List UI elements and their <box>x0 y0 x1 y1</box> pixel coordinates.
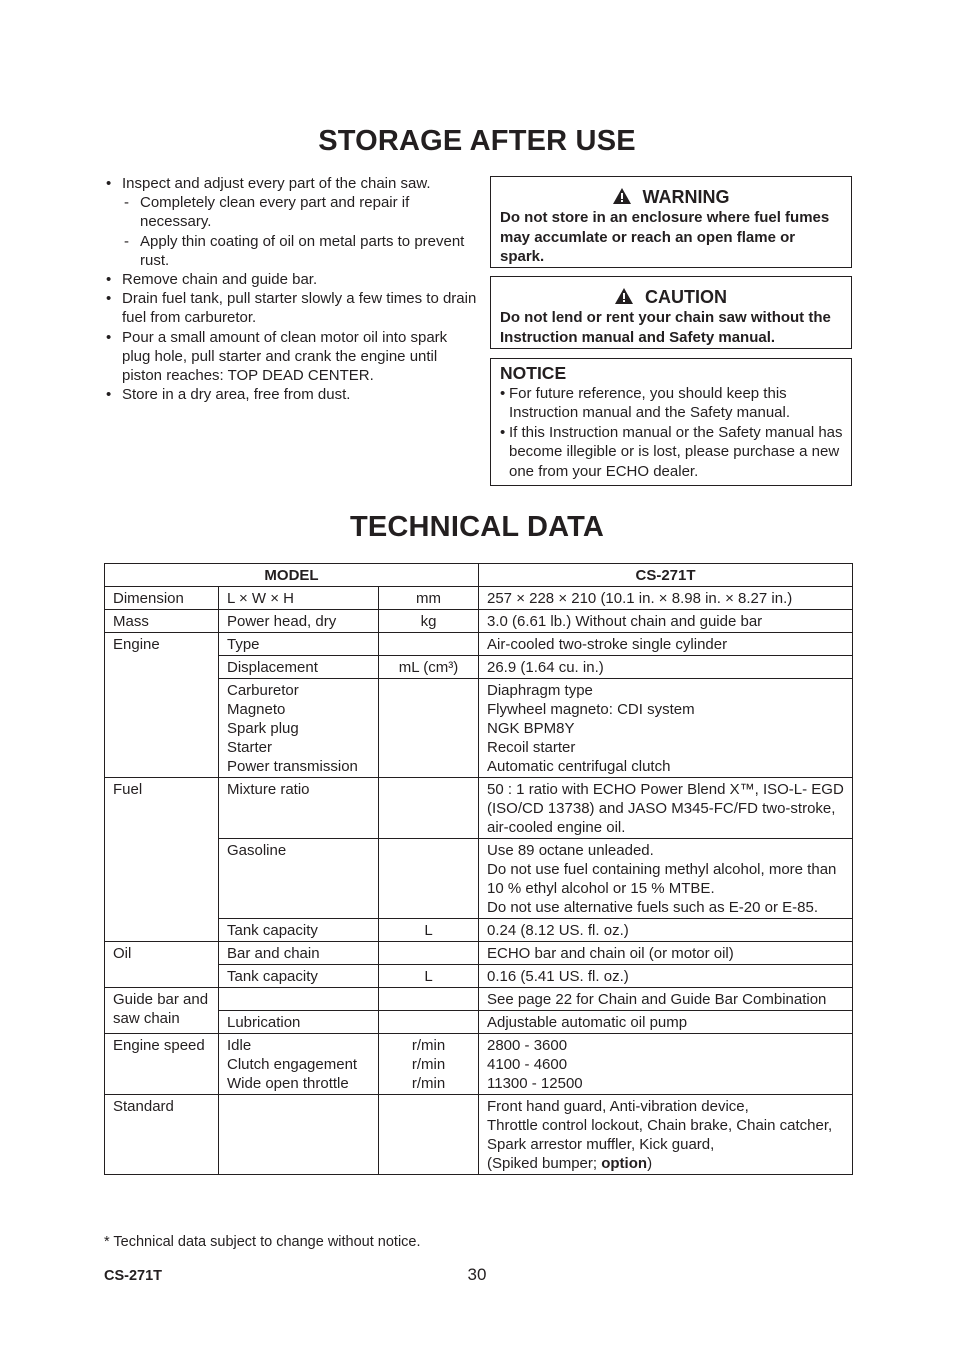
table-row <box>105 988 853 1011</box>
unit-line: r/min <box>411 1056 446 1073</box>
unit-cell <box>379 1034 479 1095</box>
category-cell: Engine speed <box>105 1034 219 1095</box>
value-cell <box>479 839 853 919</box>
value-cell: 50 : 1 ratio with ECHO Power Blend X™, ISO-L- EGD (ISO/CD 13738) and JASO M345-FC/FD two-stroke, air-cooled engine oil. <box>479 778 853 839</box>
notice-item: • If this Instruction manual or the Safety manual has become illegible or is lost, please purchase a new one from your ECHO dealer. <box>491 423 851 481</box>
value-line <box>487 1154 844 1173</box>
category-cell: Oil <box>105 942 219 988</box>
value-line: Automatic centrifugal clutch <box>487 758 671 775</box>
item-line: Spark plug <box>227 720 299 737</box>
item-cell: Lubrication <box>219 1011 379 1034</box>
item-cell <box>219 1095 379 1175</box>
value-cell: Air-cooled two-stroke single cylinder <box>479 633 853 656</box>
item-cell: Type <box>219 633 379 656</box>
table-row <box>105 778 853 839</box>
unit-cell <box>379 942 479 965</box>
value-cell: 0.24 (8.12 US. fl. oz.) <box>479 919 853 942</box>
value-line: Do not use fuel containing methyl alcohol, more than 10 % ethyl alcohol or 15 % MTBE. <box>487 861 837 897</box>
value-line: Use 89 octane unleaded. <box>487 842 654 859</box>
unit-cell <box>379 839 479 919</box>
unit-line: r/min <box>411 1037 446 1054</box>
item-line: Idle <box>227 1037 252 1054</box>
option-label: option <box>601 1155 648 1172</box>
value-cell: 0.16 (5.41 US. fl. oz.) <box>479 965 853 988</box>
value-cell: 257 × 228 × 210 (10.1 in. × 8.98 in. × 8.27 in.) <box>479 587 853 610</box>
warning-title: WARNING <box>642 187 730 207</box>
footer-model: CS-271T <box>104 1268 163 1284</box>
storage-title: STORAGE AFTER USE <box>318 125 636 157</box>
category-cell: Mass <box>105 610 219 633</box>
table-row <box>105 1034 853 1095</box>
item-cell <box>219 679 379 778</box>
value-line: Flywheel magneto: CDI system <box>487 701 695 718</box>
value-line: NGK BPM8Y <box>487 720 575 737</box>
caution-title: CAUTION <box>645 287 727 307</box>
model-label: MODEL <box>105 564 479 587</box>
item-cell <box>219 1034 379 1095</box>
item-cell: Bar and chain <box>219 942 379 965</box>
value-cell: ECHO bar and chain oil (or motor oil) <box>479 942 853 965</box>
value-line: 11300 - 12500 <box>487 1075 583 1092</box>
footnote: * Technical data subject to change without notice. <box>104 1234 421 1250</box>
item-line: Magneto <box>227 701 286 718</box>
item-line: Carburetor <box>227 682 299 699</box>
value-cell <box>479 679 853 778</box>
value-line: Front hand guard, Anti-vibration device, <box>487 1098 749 1115</box>
technical-data-table <box>104 563 853 1175</box>
item-cell: Tank capacity <box>219 919 379 942</box>
item-cell: Mixture ratio <box>219 778 379 839</box>
warning-text: Do not store in an enclosure where fuel fumes may accumlate or reach an open flame or spark. <box>500 209 830 265</box>
unit-cell: mm <box>379 587 479 610</box>
caution-text: Do not lend or rent your chain saw without the Instruction manual and Safety manual. <box>500 309 831 346</box>
notice-title: NOTICE <box>500 363 567 383</box>
category-cell: Dimension <box>105 587 219 610</box>
value-cell <box>479 1034 853 1095</box>
unit-cell: L <box>379 919 479 942</box>
list-item: • Remove chain and guide bar. <box>104 270 479 289</box>
table-row <box>105 633 853 656</box>
unit-cell <box>379 1011 479 1034</box>
value-text: ) <box>647 1155 653 1172</box>
unit-cell <box>379 778 479 839</box>
item-cell: Tank capacity <box>219 965 379 988</box>
category-cell: Fuel <box>105 778 219 942</box>
caution-header <box>491 286 851 308</box>
list-item: • Inspect and adjust every part of the chain saw. <box>104 174 479 193</box>
value-text: (Spiked bumper; <box>487 1155 602 1172</box>
list-item: • Drain fuel tank, pull starter slowly a few times to drain fuel from carburetor. <box>104 289 479 327</box>
item-cell: Displacement <box>219 656 379 679</box>
value-line: Recoil starter <box>487 739 576 756</box>
model-value: CS-271T <box>479 564 853 587</box>
category-cell: Guide bar and saw chain <box>105 988 219 1034</box>
value-line: Throttle control lockout, Chain brake, Chain catcher, <box>487 1117 833 1134</box>
item-line: Clutch engagement <box>227 1056 358 1073</box>
table-row <box>105 942 853 965</box>
page-number: 30 <box>467 1265 487 1284</box>
notice-box <box>490 358 852 486</box>
value-line: 4100 - 4600 <box>487 1056 568 1073</box>
value-cell: 3.0 (6.61 lb.) Without chain and guide bar <box>479 610 853 633</box>
unit-cell <box>379 633 479 656</box>
list-subitem: - Apply thin coating of oil on metal parts to prevent rust. <box>104 232 479 270</box>
value-cell: See page 22 for Chain and Guide Bar Combination <box>479 988 853 1011</box>
item-line: Wide open throttle <box>227 1075 349 1092</box>
notice-item: • For future reference, you should keep this Instruction manual and the Safety manual. <box>491 384 851 423</box>
table-row <box>105 610 853 633</box>
value-line: 2800 - 3600 <box>487 1037 568 1054</box>
unit-line: r/min <box>411 1075 446 1092</box>
unit-cell: kg <box>379 610 479 633</box>
item-cell: L × W × H <box>219 587 379 610</box>
value-cell: 26.9 (1.64 cu. in.) <box>479 656 853 679</box>
list-item: • Pour a small amount of clean motor oil into spark plug hole, pull starter and crank the engine until piston reaches: TOP DEAD CENTER. <box>104 328 479 386</box>
value-line: Diaphragm type <box>487 682 593 699</box>
value-line: Do not use alternative fuels such as E-20 or E-85. <box>487 899 819 916</box>
warning-triangle-icon <box>613 188 631 204</box>
value-line: Spark arrestor muffler, Kick guard, <box>487 1136 715 1153</box>
unit-cell <box>379 988 479 1011</box>
warning-box <box>490 176 852 268</box>
table-row <box>105 587 853 610</box>
table-header-row <box>105 564 853 587</box>
technical-title: TECHNICAL DATA <box>349 511 605 543</box>
value-cell: Adjustable automatic oil pump <box>479 1011 853 1034</box>
unit-cell <box>379 1095 479 1175</box>
value-cell <box>479 1095 853 1175</box>
category-cell: Engine <box>105 633 219 778</box>
unit-cell: L <box>379 965 479 988</box>
item-cell: Power head, dry <box>219 610 379 633</box>
item-cell: Gasoline <box>219 839 379 919</box>
unit-cell: mL (cm³) <box>379 656 479 679</box>
category-cell: Standard <box>105 1095 219 1175</box>
warning-header <box>491 186 851 208</box>
list-item: • Store in a dry area, free from dust. <box>104 385 479 404</box>
storage-list <box>104 174 479 404</box>
warning-triangle-icon <box>615 288 633 304</box>
item-line: Power transmission <box>227 758 358 775</box>
list-subitem: - Completely clean every part and repair if necessary. <box>104 193 479 231</box>
caution-box <box>490 276 852 349</box>
item-line: Starter <box>227 739 273 756</box>
table-row <box>105 1095 853 1175</box>
unit-cell <box>379 679 479 778</box>
item-cell <box>219 988 379 1011</box>
